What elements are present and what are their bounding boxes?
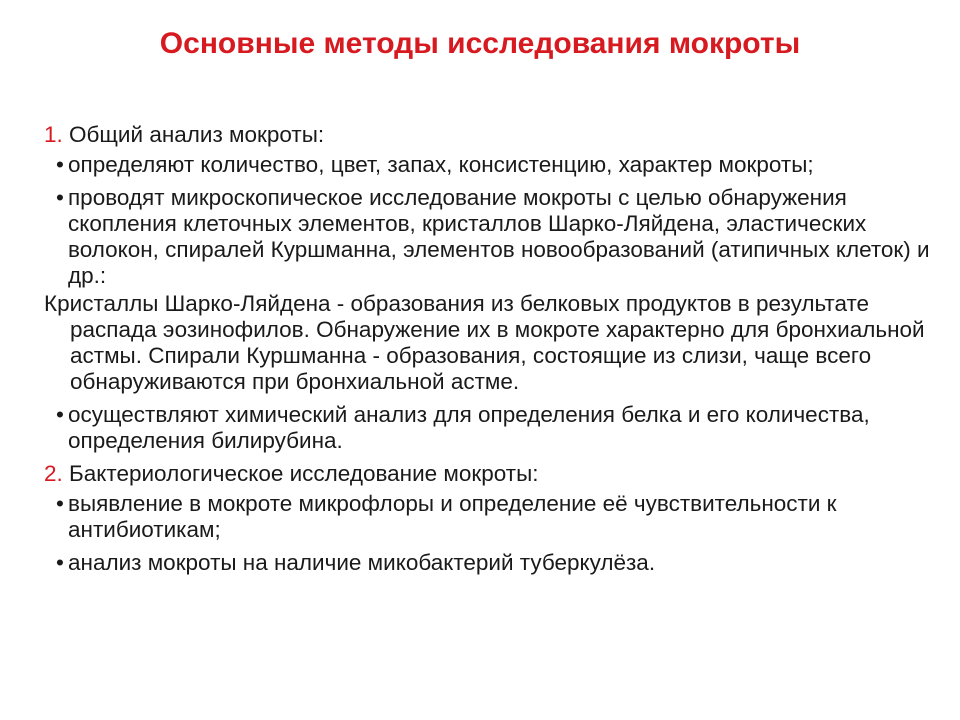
page-title: Основные методы исследования мокроты: [159, 27, 801, 60]
list-item: [44, 491, 944, 543]
bullet-icon: •: [56, 185, 64, 210]
section-1-heading-text: Общий анализ мокроты:: [69, 122, 325, 147]
list-item-text: осуществляют химический анализ для определения белка и его количества, определения билирубина.: [68, 402, 870, 453]
list-item: [44, 185, 944, 289]
section-2-number: 2.: [44, 461, 63, 486]
bullet-icon: •: [56, 550, 64, 575]
list-item: [44, 402, 944, 454]
list-item-text: выявление в мокроте микрофлоры и определение её чувствительности к антибиотикам;: [68, 491, 837, 542]
list-item: [44, 152, 944, 178]
section-2-heading: [44, 461, 944, 487]
note-paragraph: Кристаллы Шарко-Ляйдена - образования из белковых продуктов в результате распада эозинофилов. Обнаружение их в мокроте характерно для бронхиальной астмы. Спирали Куршманна - образования, состоящие из слизи, чаще всего обнаруживаются при бронхиальной астме.: [44, 291, 925, 394]
section-1-number: 1.: [44, 122, 63, 147]
bullet-icon: •: [56, 152, 64, 177]
list-item-text: анализ мокроты на наличие микобактерий туберкулёза.: [68, 550, 656, 575]
list-item-text: определяют количество, цвет, запах, консистенцию, характер мокроты;: [68, 152, 814, 177]
list-item: [44, 550, 944, 576]
bullet-icon: •: [56, 402, 64, 427]
section-2-heading-text: Бактериологическое исследование мокроты:: [69, 461, 539, 486]
slide-content: [44, 122, 944, 583]
section-1-heading: [44, 122, 944, 148]
bullet-icon: •: [56, 491, 64, 516]
list-item-text: проводят микроскопическое исследование мокроты с целью обнаружения скопления клеточных элементов, кристаллов Шарко-Ляйдена, эластических волокон, спиралей Куршманна, элементов новообразований (атипичных клеток) и др.:: [68, 185, 930, 288]
